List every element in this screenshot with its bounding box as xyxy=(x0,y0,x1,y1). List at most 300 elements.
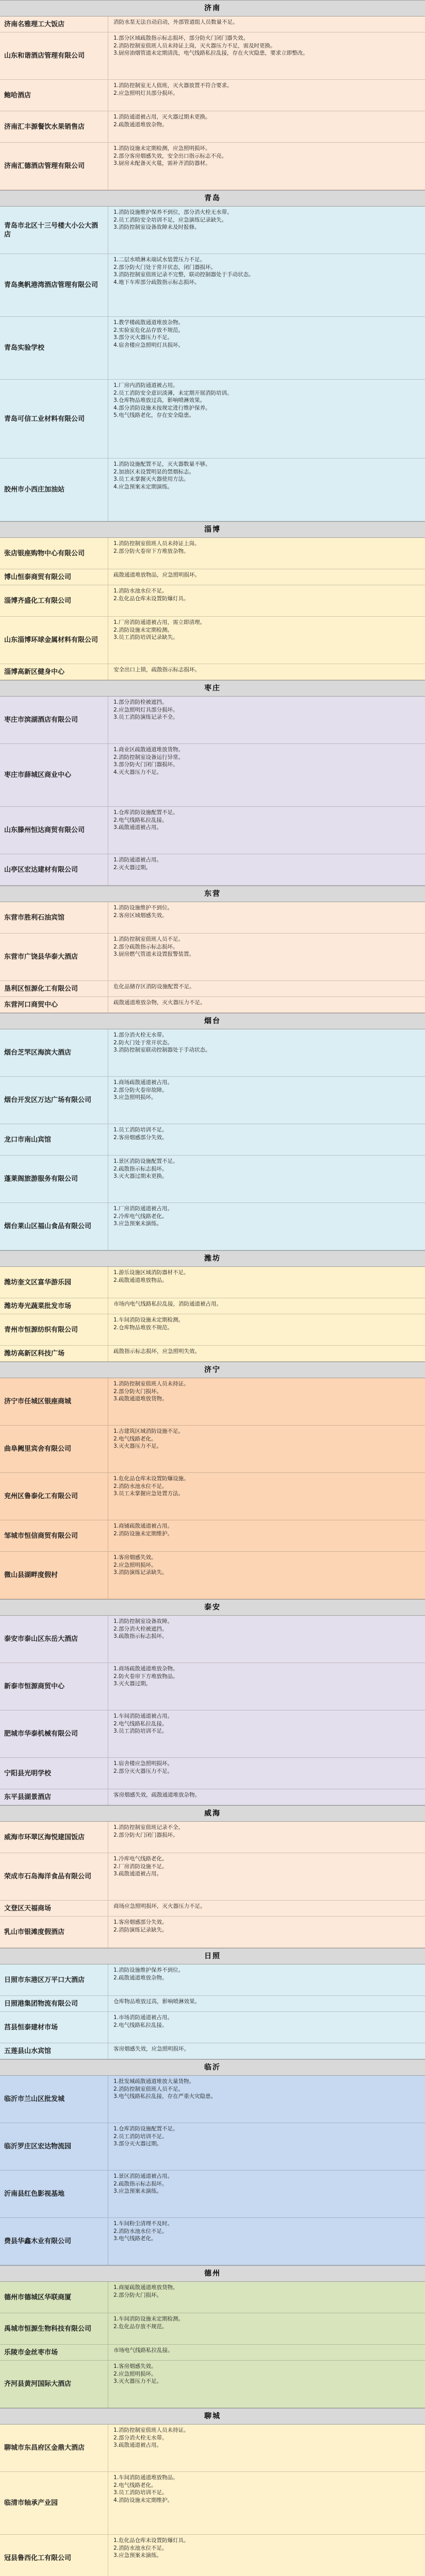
issue-list xyxy=(108,1853,425,1900)
issue-item: 3.消防控制室设备故障未及时报修。 xyxy=(113,224,200,230)
company-name: 枣庄市薛城区商业中心 xyxy=(0,744,108,806)
issue-item: 2.电气线路私拉乱接。 xyxy=(113,817,168,823)
issue-item: 1.二层水喷淋末端试水装置压力不足。 xyxy=(113,257,206,263)
company-row xyxy=(0,2218,425,2265)
city-section xyxy=(0,0,425,190)
city-header: 聊城 xyxy=(0,2408,425,2425)
company-name: 枣庄市滨湖酒店有限公司 xyxy=(0,697,108,743)
issue-item: 2.消防水池水位不足。 xyxy=(113,2545,168,2551)
company-name: 青岛奥帆港湾酒店管理有限公司 xyxy=(0,254,108,316)
city-header: 淄博 xyxy=(0,521,425,538)
issue-item: 2.防火卷帘下方堆放物品。 xyxy=(113,1673,178,1680)
company-name: 临沂罗庄区宏达物流园 xyxy=(0,2123,108,2170)
company-row xyxy=(0,1789,425,1805)
issue-item: 2.消防控制室值班人员未持证上岗，灭火器压力不足，需及时更换。 xyxy=(113,42,276,49)
issue-item: 2.部分防火门损坏。 xyxy=(113,1388,162,1395)
issue-item: 客房烟感失效，应急照明损坏。 xyxy=(113,2046,189,2052)
city-section xyxy=(0,190,425,521)
company-row xyxy=(0,1029,425,1077)
company-name: 烟台开发区万达广场有限公司 xyxy=(0,1077,108,1124)
company-row xyxy=(0,111,425,143)
issue-item: 3.员工未掌握应急处置方法。 xyxy=(113,1490,184,1497)
issue-item: 1.消防控制室值班人员未持证。 xyxy=(113,2427,189,2433)
issue-list xyxy=(108,254,425,316)
issue-list xyxy=(108,2076,425,2123)
company-row xyxy=(0,2425,425,2472)
issue-item: 1.部分消火栓无水带。 xyxy=(113,1032,168,1038)
issue-list xyxy=(108,1964,425,1995)
company-row xyxy=(0,2345,425,2361)
issue-list xyxy=(108,2171,425,2217)
issue-list xyxy=(108,585,425,616)
issue-item: 3.灭火器过期。 xyxy=(113,1681,152,1687)
company-row xyxy=(0,569,425,585)
company-row xyxy=(0,1964,425,1996)
issue-list xyxy=(108,2345,425,2360)
issue-list xyxy=(108,16,425,32)
issue-list xyxy=(108,1901,425,1916)
issue-item: 3.厨房燃气管道未设置报警装置。 xyxy=(113,951,195,957)
issue-list xyxy=(108,697,425,743)
issue-item: 3.应急预案未演练。 xyxy=(113,2552,162,2558)
issue-item: 1.厂房消防通道被占用，需立即清理。 xyxy=(113,619,206,625)
issue-list xyxy=(108,569,425,585)
issue-list xyxy=(108,207,425,253)
issue-item: 1.车间消防设施未定期检测。 xyxy=(113,2316,184,2322)
issue-item: 1.市场消防通道被占用。 xyxy=(113,2014,173,2021)
city-section xyxy=(0,521,425,680)
issue-item: 1.厂房内消防通道被占用。 xyxy=(113,382,178,388)
issue-item: 2.部分防火卷帘下方堆放杂物。 xyxy=(113,548,189,554)
issue-list xyxy=(108,1758,425,1789)
issue-list xyxy=(108,807,425,854)
issue-item: 1.宿舍楼应急照明损坏。 xyxy=(113,1760,173,1767)
company-name: 淄博齐盛化工有限公司 xyxy=(0,585,108,616)
company-row xyxy=(0,1203,425,1250)
issue-item: 1.车间消防设施未定期检测。 xyxy=(113,1317,184,1323)
issue-list xyxy=(108,80,425,111)
issue-item: 2.部分防火门损坏。 xyxy=(113,2292,162,2298)
city-header: 青岛 xyxy=(0,190,425,207)
issue-list xyxy=(108,1314,425,1345)
company-row xyxy=(0,1917,425,1948)
issue-item: 1.仓库消防设施配置不足。 xyxy=(113,2126,178,2132)
issue-list xyxy=(108,143,425,190)
issue-item: 4.消防设施未定期维护。 xyxy=(113,2497,173,2503)
issue-list xyxy=(108,111,425,142)
issue-list xyxy=(108,1552,425,1599)
city-section xyxy=(0,2408,425,2576)
issue-list xyxy=(108,1710,425,1757)
issue-list xyxy=(108,2218,425,2265)
issue-list xyxy=(108,934,425,980)
company-row xyxy=(0,2171,425,2218)
issue-item: 3.消防演练记录缺失。 xyxy=(113,1569,168,1575)
issue-item: 1.消防控制室值班人员未持证上岗。 xyxy=(113,540,200,547)
issue-item: 2.电气线路私拉乱接。 xyxy=(113,1720,168,1727)
issue-item: 商场应急照明损坏，灭火器压力不足。 xyxy=(113,1903,206,1909)
company-row xyxy=(0,1267,425,1298)
issue-item: 3.员工未掌握灭火器使用方法。 xyxy=(113,476,189,482)
issue-list xyxy=(108,1996,425,2011)
issue-item: 1.冷库电气线路老化。 xyxy=(113,1856,168,1862)
company-name: 德州市德城区华联商厦 xyxy=(0,2282,108,2313)
issue-item: 2.员工消防培训不足。 xyxy=(113,2133,168,2140)
issue-item: 1.消防设施配置不足，灭火器数量不够。 xyxy=(113,461,211,467)
issue-item: 3.消防控制室值班记录不完整，联动控制器处于手动状态。 xyxy=(113,272,254,278)
issue-item: 4.应急预案未定期演练。 xyxy=(113,483,173,490)
issue-item: 2.应急照明灯具部分损坏。 xyxy=(113,90,178,96)
company-row xyxy=(0,1077,425,1124)
company-row xyxy=(0,207,425,254)
company-name: 临沂市兰山区批发城 xyxy=(0,2076,108,2123)
company-name: 张店银座购物中心有限公司 xyxy=(0,538,108,569)
issue-list xyxy=(108,1426,425,1472)
issue-item: 1.批发城疏散通道堆放大量货物。 xyxy=(113,2078,195,2084)
company-name: 新泰市恒源商贸中心 xyxy=(0,1663,108,1710)
issue-item: 3.疏散通道被占用。 xyxy=(113,1871,162,1877)
company-row xyxy=(0,664,425,680)
issue-item: 1.车间消防通道被占用。 xyxy=(113,1713,173,1719)
issue-item: 3.员工消防培训不足。 xyxy=(113,1728,168,1734)
company-row xyxy=(0,1520,425,1552)
company-name: 冠县鲁西化工有限公司 xyxy=(0,2535,108,2576)
issue-list xyxy=(108,1378,425,1425)
issue-item: 危化品储存区消防设施配置不足。 xyxy=(113,984,195,990)
issue-item: 1.部分区域疏散指示标志损坏，部分防火门闭门器失效。 xyxy=(113,35,249,41)
company-row xyxy=(0,459,425,521)
company-name: 青岛市北区十三号楼大小公大酒店 xyxy=(0,207,108,253)
city-header: 泰安 xyxy=(0,1599,425,1616)
city-section xyxy=(0,680,425,886)
company-name: 潍坊奎文区富华游乐园 xyxy=(0,1267,108,1298)
company-row xyxy=(0,1124,425,1156)
company-name: 泰安市泰山区东岳大酒店 xyxy=(0,1616,108,1663)
company-name: 潍坊寿光蔬菜批发市场 xyxy=(0,1298,108,1314)
issue-item: 1.员工消防培训不足。 xyxy=(113,1127,168,1133)
company-row xyxy=(0,143,425,190)
company-name: 聊城市东昌府区金鼎大酒店 xyxy=(0,2425,108,2471)
issue-item: 2.部分疏散指示标志损坏。 xyxy=(113,943,178,950)
city-header: 潍坊 xyxy=(0,1250,425,1267)
issue-item: 1.消防通道被占用。 xyxy=(113,857,162,863)
issue-item: 2.疏散指示标志损坏。 xyxy=(113,2180,168,2187)
issue-list xyxy=(108,2123,425,2170)
issue-item: 3.疏散通道堆放货物。 xyxy=(113,1396,168,1402)
issue-item: 2.疏散通道堆放杂物。 xyxy=(113,121,168,128)
company-name: 烟台莱山区福山食品有限公司 xyxy=(0,1203,108,1250)
company-row xyxy=(0,16,425,32)
company-row xyxy=(0,2123,425,2171)
issue-item: 1.部分消防栓被遮挡。 xyxy=(113,699,168,705)
issue-item: 2.危化品仓库未设置防爆灯具。 xyxy=(113,595,189,602)
company-row xyxy=(0,1346,425,1362)
company-name: 鲍哈酒店 xyxy=(0,80,108,111)
city-header: 日照 xyxy=(0,1948,425,1964)
company-row xyxy=(0,80,425,111)
company-name: 济宁市任城区银座商城 xyxy=(0,1378,108,1425)
issue-list xyxy=(108,459,425,521)
city-header: 临沂 xyxy=(0,2059,425,2076)
company-row xyxy=(0,1663,425,1710)
issue-list xyxy=(108,744,425,806)
company-name: 荣成市石岛海洋食品有限公司 xyxy=(0,1853,108,1900)
company-name: 胶州市小西庄加油站 xyxy=(0,459,108,521)
issue-item: 疏散通道堆放杂物，灭火器压力不足。 xyxy=(113,999,206,1006)
city-section xyxy=(0,886,425,1013)
issue-item: 2.员工消防安全意识淡薄，未定期开展消防培训。 xyxy=(113,389,233,396)
issue-item: 1.危化品仓库未设置防爆设施。 xyxy=(113,1476,189,1482)
issue-list xyxy=(108,1124,425,1155)
company-name: 日照港集团物流有限公司 xyxy=(0,1996,108,2011)
company-row xyxy=(0,1298,425,1314)
company-row xyxy=(0,854,425,886)
issue-item: 3.厨房油烟管道未定期清洗，电气线路私拉乱接，存在火灾隐患，要求立即整改。 xyxy=(113,50,308,56)
issue-list xyxy=(108,1298,425,1314)
company-row xyxy=(0,380,425,459)
issue-list xyxy=(108,2282,425,2313)
company-row xyxy=(0,538,425,569)
issue-list xyxy=(108,981,425,996)
issue-item: 2.消防控制室值班人员不足。 xyxy=(113,2086,184,2092)
company-name: 肥城市华泰机械有限公司 xyxy=(0,1710,108,1757)
issue-item: 1.景区消防通道被占用。 xyxy=(113,2173,173,2179)
issue-item: 3.消防控制室联动控制器处于手动状态。 xyxy=(113,1047,211,1053)
issue-list xyxy=(108,1156,425,1202)
city-header: 烟台 xyxy=(0,1013,425,1029)
company-row xyxy=(0,807,425,854)
issue-item: 4.宿舍楼应急照明灯具损坏。 xyxy=(113,342,184,348)
issue-item: 2.消防设施未定期维护。 xyxy=(113,1530,173,1537)
company-row xyxy=(0,902,425,934)
issue-item: 1.消防通道被占用，灭火器过期未更换。 xyxy=(113,114,211,120)
issue-item: 疏散指示标志损坏，应急照明失效。 xyxy=(113,1348,200,1354)
issue-item: 2.应急照明损坏。 xyxy=(113,2370,157,2377)
company-name: 东营市广饶县华泰大酒店 xyxy=(0,934,108,980)
company-name: 山东淄博环球金属材料有限公司 xyxy=(0,617,108,664)
issue-item: 3.应急预案未演练。 xyxy=(113,1221,162,1227)
company-row xyxy=(0,317,425,380)
issue-list xyxy=(108,1789,425,1805)
city-section xyxy=(0,1013,425,1250)
city-header: 济宁 xyxy=(0,1362,425,1378)
issue-list xyxy=(108,1077,425,1124)
issue-item: 3.疏散通道被占用。 xyxy=(113,824,162,831)
company-row xyxy=(0,2472,425,2535)
issue-item: 2.消防演练记录缺失。 xyxy=(113,1926,168,1933)
city-section xyxy=(0,2059,425,2265)
city-section xyxy=(0,1250,425,1362)
issue-item: 3.灭火器过期未更换。 xyxy=(113,1173,168,1179)
issue-item: 1.危化品仓库未设置防爆灯具。 xyxy=(113,2537,189,2544)
issue-item: 3.应急预案未演练。 xyxy=(113,2188,162,2194)
company-row xyxy=(0,2361,425,2408)
issue-item: 仓库物品堆放过高，影响喷淋效果。 xyxy=(113,1998,200,2005)
city-section xyxy=(0,2265,425,2408)
issue-list xyxy=(108,1616,425,1663)
issue-list xyxy=(108,2361,425,2408)
issue-item: 1.商场疏散通道堆放杂物。 xyxy=(113,1666,178,1672)
company-row xyxy=(0,1996,425,2012)
company-name: 兖州区鲁泰化工有限公司 xyxy=(0,1473,108,1520)
issue-item: 3.部分灭火器过期。 xyxy=(113,2141,162,2147)
company-row xyxy=(0,697,425,744)
issue-item: 2.部分灭火器压力不足。 xyxy=(113,1768,173,1774)
company-row xyxy=(0,2076,425,2123)
city-section xyxy=(0,1948,425,2059)
issue-item: 1.消防设施维护不到位。 xyxy=(113,905,173,911)
issue-item: 1.商业区疏散通道堆放货物。 xyxy=(113,747,184,753)
issue-item: 2.灭火器过期。 xyxy=(113,864,152,871)
company-name: 蓬莱阁旅游服务有限公司 xyxy=(0,1156,108,1202)
company-name: 威海市环翠区海悦建国饭店 xyxy=(0,1822,108,1853)
issue-item: 2.疏散通道堆放杂物。 xyxy=(113,1974,168,1981)
issue-item: 1.客房烟感失效。 xyxy=(113,1554,157,1561)
issue-item: 2.应急照明灯具部分损坏。 xyxy=(113,706,178,713)
issue-item: 消防水泵无法自动启动，外部管道组人员数量不足。 xyxy=(113,19,238,25)
issue-list xyxy=(108,1203,425,1250)
company-name: 潍坊高新区科技广场 xyxy=(0,1346,108,1361)
issue-item: 2.电气线路老化。 xyxy=(113,2482,157,2488)
company-row xyxy=(0,2535,425,2576)
company-name: 齐河县黄河国际大酒店 xyxy=(0,2361,108,2408)
issue-item: 1.客房烟感部分失效。 xyxy=(113,1919,168,1925)
issue-list xyxy=(108,997,425,1012)
issue-item: 5.电气线路老化，存在安全隐患。 xyxy=(113,412,195,418)
issue-list xyxy=(108,1822,425,1853)
issue-item: 2.疏散通道堆放物品。 xyxy=(113,1277,168,1283)
issue-item: 3.灭火器压力不足。 xyxy=(113,1443,162,1449)
issue-item: 1.消防控制室值班记录不全。 xyxy=(113,1824,184,1831)
company-name: 禹城市恒源生物科技有限公司 xyxy=(0,2313,108,2344)
company-row xyxy=(0,32,425,80)
company-name: 垦利区恒源化工有限公司 xyxy=(0,981,108,996)
issue-item: 2.冷库电气线路老化。 xyxy=(113,1213,168,1219)
company-name: 济南汇德酒店管理有限公司 xyxy=(0,143,108,190)
company-name: 青岛实验学校 xyxy=(0,317,108,379)
issue-list xyxy=(108,2043,425,2059)
company-name: 东营河口商贸中心 xyxy=(0,997,108,1012)
issue-item: 2.消防水池水位不足。 xyxy=(113,2228,168,2234)
issue-item: 1.客房烟感失效。 xyxy=(113,2363,157,2369)
issue-item: 2.部分消火栓被遮挡。 xyxy=(113,1625,168,1632)
issue-item: 1.车间消防通道堆放物品。 xyxy=(113,2475,178,2481)
company-name: 日照市东港区万平口大酒店 xyxy=(0,1964,108,1995)
issue-list xyxy=(108,902,425,933)
issue-item: 2.应急照明损坏。 xyxy=(113,1562,157,1568)
company-row xyxy=(0,997,425,1013)
issue-item: 2.实验室危化品存放不规范。 xyxy=(113,327,184,333)
issue-item: 3.疏散指示标志损坏。 xyxy=(113,1633,168,1639)
issue-item: 2.客房烟感部分失效。 xyxy=(113,1134,168,1141)
company-name: 博山恒泰商贸有限公司 xyxy=(0,569,108,585)
company-row xyxy=(0,254,425,317)
issue-item: 市场电气线路私拉乱接。 xyxy=(113,2347,173,2353)
issue-item: 2.防火门处于常开状态。 xyxy=(113,1039,173,1046)
issue-item: 2.仓库物品堆放不规范。 xyxy=(113,1324,173,1331)
issue-list xyxy=(108,1267,425,1298)
issue-item: 1.游乐设施区域消防器材不足。 xyxy=(113,1269,189,1276)
issue-item: 1.消防设施维护保养不到位。 xyxy=(113,1967,184,1973)
issue-item: 4.地下车库部分疏散指示标志损坏。 xyxy=(113,279,200,285)
issue-item: 1.消防控制室值班人员未持证。 xyxy=(113,1381,189,1387)
company-name: 东营市胜利石油宾馆 xyxy=(0,902,108,933)
issue-list xyxy=(108,380,425,458)
issue-list xyxy=(108,2425,425,2471)
issue-item: 3.员工消防培训不足。 xyxy=(113,2489,168,2496)
company-row xyxy=(0,1378,425,1426)
company-row xyxy=(0,1314,425,1346)
issue-item: 2.员工消防安全培训不足，应急演练记录缺失。 xyxy=(113,216,227,223)
company-name: 龙口市南山宾馆 xyxy=(0,1124,108,1155)
issue-item: 1.车间粉尘清理不及时。 xyxy=(113,2221,173,2227)
issue-item: 1.消防控制室值班人员不足。 xyxy=(113,936,184,942)
issue-item: 2.部分防火门处于常开状态，闭门器损坏。 xyxy=(113,264,217,270)
issue-list xyxy=(108,538,425,569)
company-name: 乐陵市金丝枣市场 xyxy=(0,2345,108,2360)
issue-item: 2.加油区未设置明显的禁烟标志。 xyxy=(113,468,195,475)
company-row xyxy=(0,934,425,981)
city-header: 济南 xyxy=(0,0,425,16)
issue-item: 1.景区消防设施配置不足。 xyxy=(113,1158,178,1164)
company-row xyxy=(0,1853,425,1901)
issue-item: 2.部分客房烟感失效，安全出口指示标志不亮。 xyxy=(113,152,227,159)
company-name: 淄博高新区健身中心 xyxy=(0,664,108,680)
issue-item: 市场内电气线路私拉乱接，消防通道被占用。 xyxy=(113,1301,222,1307)
company-row xyxy=(0,617,425,664)
company-row xyxy=(0,744,425,807)
issue-item: 3.疏散通道被占用。 xyxy=(113,2442,162,2448)
issue-item: 3.员工消防演练记录不全。 xyxy=(113,714,178,720)
issue-item: 2.消防设施未定期检测。 xyxy=(113,626,173,633)
company-name: 宁阳县光明学校 xyxy=(0,1758,108,1789)
company-name: 山东和谐酒店管理有限公司 xyxy=(0,32,108,79)
company-name: 山东滕州恒达商贸有限公司 xyxy=(0,807,108,854)
company-row xyxy=(0,981,425,997)
issue-item: 3.厨房未配备灭火毯，需补齐消防器材。 xyxy=(113,160,211,166)
city-header: 德州 xyxy=(0,2265,425,2282)
issue-item: 1.古建筑区域消防设施不足。 xyxy=(113,1428,184,1434)
issue-item: 4.部分消防设施未按规定进行维护保养。 xyxy=(113,404,211,411)
issue-item: 3.电气线路私拉乱接，存在严重火灾隐患。 xyxy=(113,2093,217,2099)
issue-list xyxy=(108,2012,425,2043)
company-row xyxy=(0,1473,425,1520)
company-row xyxy=(0,2043,425,2059)
company-name: 临清市轴承产业园 xyxy=(0,2472,108,2534)
issue-list xyxy=(108,317,425,379)
issue-item: 1.教学楼疏散通道堆放杂物。 xyxy=(113,319,184,326)
company-name: 五莲县山水宾馆 xyxy=(0,2043,108,2059)
city-section xyxy=(0,1599,425,1805)
issue-list xyxy=(108,1520,425,1551)
city-section xyxy=(0,1362,425,1599)
company-row xyxy=(0,2012,425,2043)
company-name: 文登区天福商场 xyxy=(0,1901,108,1916)
company-row xyxy=(0,1616,425,1663)
issue-item: 3.灭火器压力不足。 xyxy=(113,2378,162,2384)
issue-item: 2.疏散指示标志损坏。 xyxy=(113,1165,168,1172)
issue-item: 2.危化品存放不规范。 xyxy=(113,2323,168,2330)
issue-item: 安全出口上锁，疏散指示标志损坏。 xyxy=(113,667,200,673)
issue-list xyxy=(108,1473,425,1520)
issue-item: 3.部分防火门闭门器损坏。 xyxy=(113,761,178,768)
company-name: 济南汇丰源餐饮水果销售店 xyxy=(0,111,108,142)
issue-item: 3.电气线路老化。 xyxy=(113,2235,157,2242)
city-header: 威海 xyxy=(0,1805,425,1822)
issue-item: 疏散通道堆放物品，应急照明损坏。 xyxy=(113,572,200,578)
company-name: 乳山市银滩度假酒店 xyxy=(0,1917,108,1947)
company-row xyxy=(0,1822,425,1853)
